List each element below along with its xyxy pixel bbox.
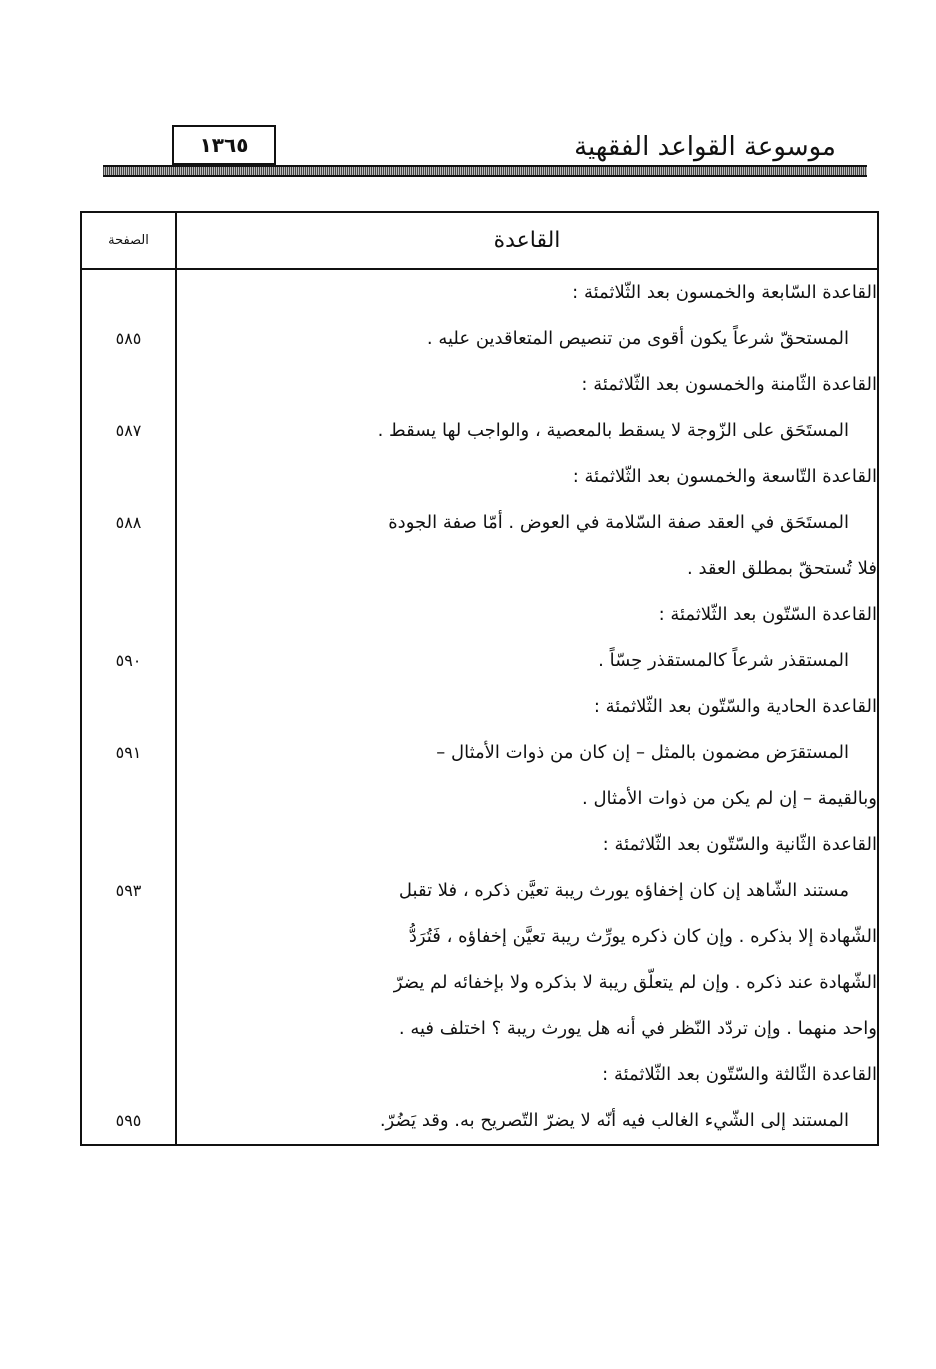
rule-text-line: مستند الشّاهد إن كان إخفاؤه يورث ريبة تعيَّن ذكره ، فلا تقبل xyxy=(398,880,849,901)
rule-title-cell xyxy=(176,592,878,638)
table-row xyxy=(81,868,878,1052)
page-ref: ٥٩٠ xyxy=(81,638,176,684)
page-ref: ٥٨٧ xyxy=(81,408,176,454)
rule-title: القاعدة التّاسعة والخمسون بعد الثّلاثمئة : xyxy=(572,466,877,487)
rule-text-line: المستحقّ شرعاً يكون أقوى من تنصيص المتعاقدين عليه . xyxy=(426,328,849,349)
rule-text-line: المستند إلى الشّيء الغالب فيه أنّه لا يضرّ التّصريح به. وقد يَضُرّ. xyxy=(379,1110,849,1131)
table-row xyxy=(81,408,878,454)
table-row xyxy=(81,362,878,408)
rule-text-line: المستقذر شرعاً كالمستقذر حِسّاً . xyxy=(598,650,849,671)
page-ref: ٥٩٣ xyxy=(81,868,176,1052)
rule-title-cell xyxy=(176,454,878,500)
rule-title-cell xyxy=(176,684,878,730)
rule-text-line: المستَحَق على الزّوجة لا يسقط بالمعصية ، والواجب لها يسقط . xyxy=(377,420,849,441)
rule-text-line: وبالقيمة – إن لم يكن من ذوات الأمثال . xyxy=(582,788,877,809)
table-row xyxy=(81,454,878,500)
rule-text-cell xyxy=(176,1098,878,1145)
table-row xyxy=(81,1098,878,1145)
page-ref: ٥٨٨ xyxy=(81,500,176,592)
table-row xyxy=(81,638,878,684)
rule-text-line: الشّهادة إلا بذكره . وإن كان ذكره يورِّث ريبة تعيَّن إخفاؤه ، فَتُرَدُّ xyxy=(408,926,877,947)
page-cell-empty xyxy=(81,684,176,730)
rule-title-cell xyxy=(176,269,878,316)
column-header-page: الصفحة xyxy=(81,212,176,269)
rule-text-line: فلا تُستحقّ بمطلق العقد . xyxy=(687,558,877,579)
page-cell-empty xyxy=(81,269,176,316)
rule-text-line: المستقرَض مضمون بالمثل – إن كان من ذوات الأمثال – xyxy=(436,742,849,763)
rule-text-line: المستَحَق في العقد صفة السّلامة في العوض . أمّا صفة الجودة xyxy=(388,512,849,533)
rule-title: القاعدة الحادية والسّتّون بعد الثّلاثمئة : xyxy=(593,696,877,717)
page-cell-empty xyxy=(81,362,176,408)
page-cell-empty xyxy=(81,822,176,868)
page-ref: ٥٨٥ xyxy=(81,316,176,362)
rule-text-cell xyxy=(176,500,878,592)
rule-text-cell xyxy=(176,408,878,454)
page-cell-empty xyxy=(81,454,176,500)
rule-text-cell xyxy=(176,638,878,684)
table-row xyxy=(81,730,878,822)
page-number: ١٣٦٥ xyxy=(172,125,276,165)
page-ref: ٥٩١ xyxy=(81,730,176,822)
rule-text-cell xyxy=(176,868,878,1052)
rule-title: القاعدة الثّالثة والسّتّون بعد الثّلاثمئة : xyxy=(602,1064,877,1085)
rule-text-cell xyxy=(176,316,878,362)
rule-title: القاعدة السّابعة والخمسون بعد الثّلاثمئة : xyxy=(572,282,877,303)
rule-title: القاعدة الثّامنة والخمسون بعد الثّلاثمئة : xyxy=(581,374,877,395)
table-row xyxy=(81,592,878,638)
rule-text-line: الشّهادة عند ذكره . وإن لم يتعلّق ريبة لا بذكره ولا بإخفائه لم يضرّ xyxy=(393,972,877,993)
table-row xyxy=(81,822,878,868)
page-cell-empty xyxy=(81,592,176,638)
book-title: موسوعة القواعد الفقهية xyxy=(574,132,836,162)
table-row xyxy=(81,500,878,592)
rule-title: القاعدة الثّانية والسّتّون بعد الثّلاثمئة : xyxy=(602,834,877,855)
table-row xyxy=(81,269,878,316)
rule-text-cell xyxy=(176,730,878,822)
rule-text-line: واحد منهما . وإن تردّد النّظر في أنه هل يورث ريبة ؟ اختلف فيه . xyxy=(398,1018,877,1039)
table-row xyxy=(81,684,878,730)
page-ref: ٥٩٥ xyxy=(81,1098,176,1145)
table-row xyxy=(81,316,878,362)
rule-title-cell xyxy=(176,1052,878,1098)
header-divider xyxy=(103,165,867,177)
index-rows xyxy=(81,269,878,1145)
rule-title-cell xyxy=(176,822,878,868)
table-row xyxy=(81,1052,878,1098)
rule-title: القاعدة السّتّون بعد الثّلاثمئة : xyxy=(658,604,877,625)
index-table xyxy=(80,211,879,1146)
rule-title-cell xyxy=(176,362,878,408)
page-cell-empty xyxy=(81,1052,176,1098)
column-header-rule: القاعدة xyxy=(176,212,878,269)
